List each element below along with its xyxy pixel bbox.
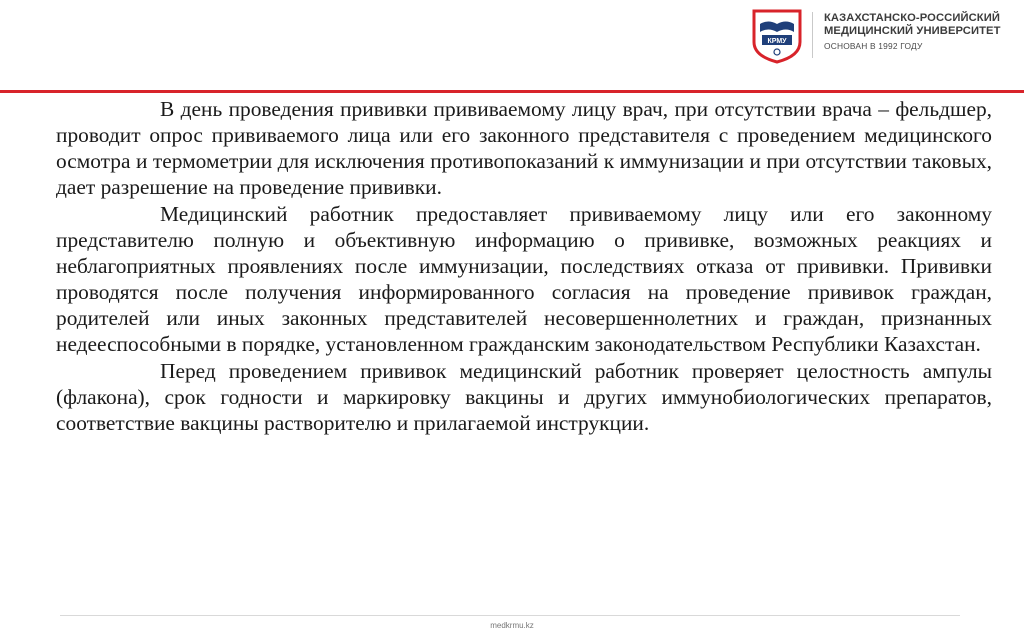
paragraph-3: Перед проведением прививок медицинский работник проверяет целостность ампулы (флакона), срок годности и маркировку вакцины и других иммунобиологических препаратов, соответствие вакцины растворителю и прилагаемой инструкции. — [56, 358, 992, 435]
paragraph-2: Медицинский работник предоставляет прививаемому лицу или его законному представителю полную и объективную информацию о прививке, возможных реакциях и неблагоприятных проявлениях после иммунизации, последствиях отказа от прививки. Прививки проводятся после получения информированного согласия на проведение прививок граждан, родителей или иных законных представителей несовершеннолетних и граждан, признанных недееспособными в порядке, установленном гражданским законодательством Республики Казахстан. — [56, 201, 992, 357]
founded-caption: ОСНОВАН В 1992 ГОДУ — [824, 41, 923, 51]
header-accent-line — [0, 90, 1024, 93]
university-name-line2: МЕДИЦИНСКИЙ УНИВЕРСИТЕТ — [824, 25, 1001, 37]
header-divider — [812, 12, 813, 58]
footer-divider — [60, 615, 960, 616]
slide-body — [56, 96, 992, 436]
footer-site: medkrmu.kz — [490, 621, 534, 630]
slide-header — [0, 0, 1024, 92]
university-name — [824, 12, 1024, 38]
logo-text: КРМУ — [767, 38, 787, 45]
paragraph-1: В день проведения прививки прививаемому лицу врач, при отсутствии врача – фельдшер, проводит опрос прививаемого лица или его законного представителя с проведением медицинского осмотра и термометрии для исключения противопоказаний к иммунизации и при отсутствии таковых, дает разрешение на проведение прививки. — [56, 97, 992, 200]
university-logo — [750, 8, 804, 64]
university-name-line1: КАЗАХСТАНСКО-РОССИЙСКИЙ — [824, 12, 1000, 24]
